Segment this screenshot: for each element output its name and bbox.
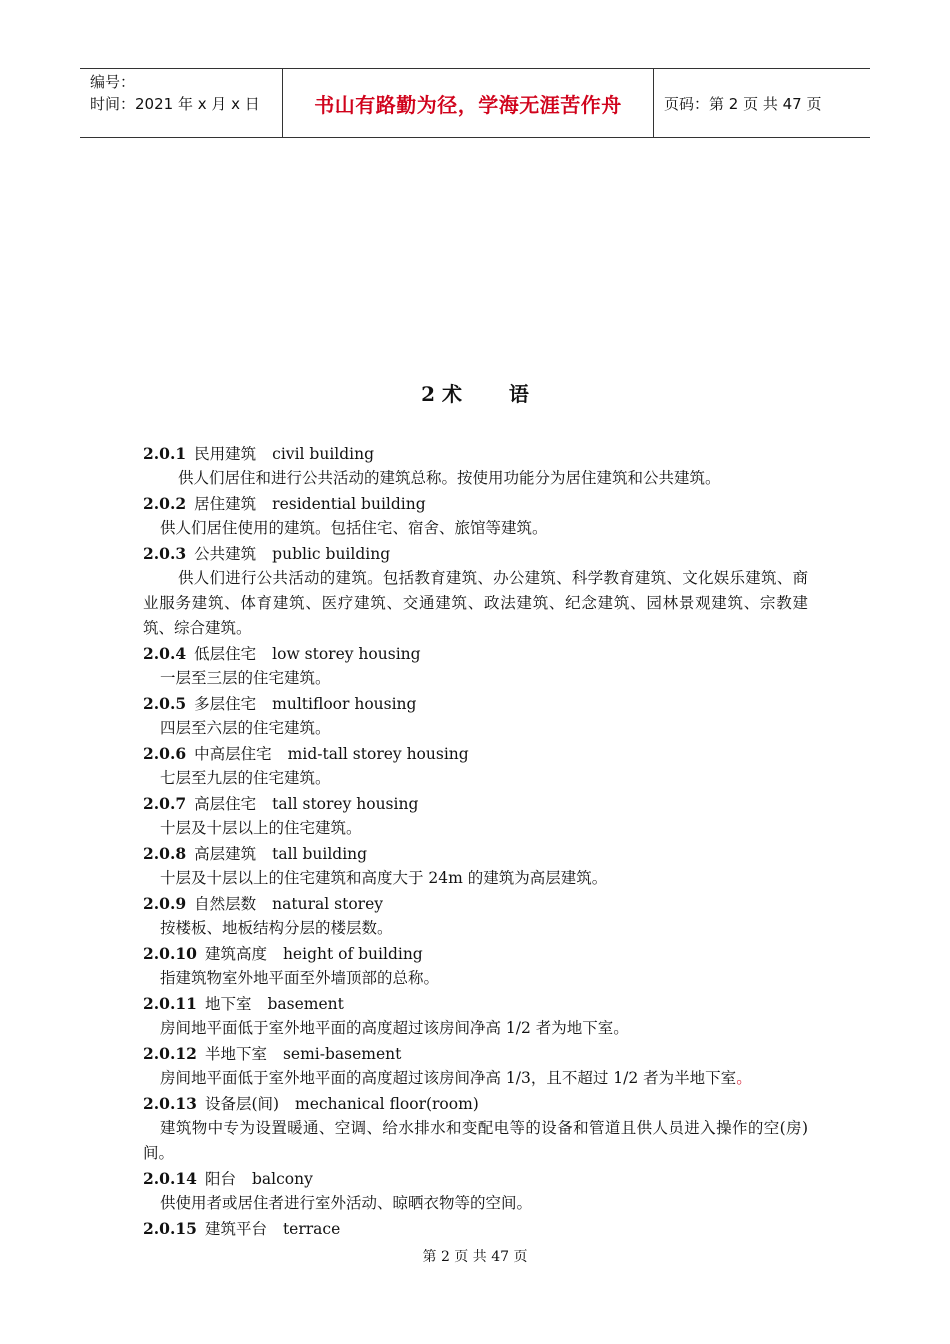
term-en: terrace xyxy=(282,1220,341,1238)
term-zh: 建筑高度 xyxy=(204,945,267,963)
term-zh: 居住建筑 xyxy=(194,495,257,513)
term-number: 2.0.13 xyxy=(143,1094,197,1113)
term-zh: 高层住宅 xyxy=(194,795,257,813)
term-zh: 半地下室 xyxy=(204,1045,267,1063)
doc-number-label: 编号： xyxy=(90,73,136,91)
term-number: 2.0.2 xyxy=(143,494,187,513)
term-number: 2.0.5 xyxy=(143,694,187,713)
term-heading xyxy=(143,741,808,766)
term-heading xyxy=(143,791,808,816)
term-zh: 公共建筑 xyxy=(194,545,257,563)
header-motto-cell xyxy=(282,69,654,137)
term-en: mechanical floor(room) xyxy=(295,1095,479,1113)
term-zh: 设备层(间) xyxy=(204,1095,280,1113)
term-heading xyxy=(143,991,808,1016)
term-en: semi-basement xyxy=(282,1045,402,1063)
term-en: tall storey housing xyxy=(272,795,419,813)
term-number: 2.0.9 xyxy=(143,894,187,913)
term-heading xyxy=(143,691,808,716)
term-number: 2.0.7 xyxy=(143,794,187,813)
term-definition: 房间地平面低于室外地平面的高度超过该房间净高 1/2 者为地下室。 xyxy=(160,1019,629,1037)
term-number: 2.0.15 xyxy=(143,1219,197,1238)
term-zh: 阳台 xyxy=(204,1170,236,1188)
term-heading xyxy=(143,441,808,466)
term-heading xyxy=(143,541,808,566)
term-number: 2.0.4 xyxy=(143,644,187,663)
term-definition: 七层至九层的住宅建筑。 xyxy=(160,769,331,787)
term-number: 2.0.8 xyxy=(143,844,187,863)
term-heading xyxy=(143,841,808,866)
term-heading xyxy=(143,641,808,666)
term-zh: 低层住宅 xyxy=(194,645,257,663)
term-definition: 四层至六层的住宅建筑。 xyxy=(160,719,331,737)
terms-list xyxy=(143,441,808,1241)
term-zh: 建筑平台 xyxy=(204,1220,267,1238)
header-page-info: 页码：第 2 页 共 47 页 xyxy=(664,94,822,113)
term-number: 2.0.14 xyxy=(143,1169,197,1188)
section-title-part1: 术 xyxy=(441,382,462,406)
section-title xyxy=(0,378,950,407)
term-number: 2.0.12 xyxy=(143,1044,197,1063)
term-definition: 十层及十层以上的住宅建筑和高度大于 24m 的建筑为高层建筑。 xyxy=(160,869,608,887)
page-footer: 第 2 页 共 47 页 xyxy=(422,1249,528,1265)
term-definition: 建筑物中专为设置暖通、空调、给水排水和变配电等的设备和管道且供人员进入操作的空(房)间。 xyxy=(143,1119,808,1162)
term-en: mid-tall storey housing xyxy=(287,745,469,763)
term-number: 2.0.10 xyxy=(143,944,197,963)
section-title-part2: 语 xyxy=(508,382,529,406)
term-definition: 指建筑物室外地平面至外墙顶部的总称。 xyxy=(160,969,440,987)
term-definition xyxy=(143,1066,808,1091)
term-en: residential building xyxy=(272,495,426,513)
term-definition: 按楼板、地板结构分层的楼层数。 xyxy=(160,919,393,937)
term-definition: 一层至三层的住宅建筑。 xyxy=(160,669,331,687)
term-en: balcony xyxy=(251,1170,313,1188)
header-meta xyxy=(80,69,282,137)
term-heading xyxy=(143,491,808,516)
term-definition: 供人们居住和进行公共活动的建筑总称。按使用功能分为居住建筑和公共建筑。 xyxy=(178,469,721,487)
header-motto: 书山有路勤为径，学海无涯苦作舟 xyxy=(314,92,622,117)
term-en: basement xyxy=(267,995,344,1013)
term-number: 2.0.11 xyxy=(143,994,197,1013)
term-heading xyxy=(143,941,808,966)
term-zh: 高层建筑 xyxy=(194,845,257,863)
term-en: height of building xyxy=(282,945,423,963)
term-en: public building xyxy=(272,545,391,563)
term-definition-text: 房间地平面低于室外地平面的高度超过该房间净高 1/3，且不超过 1/2 者为半地下室 xyxy=(160,1069,737,1087)
term-en: civil building xyxy=(272,445,375,463)
term-heading xyxy=(143,1216,808,1241)
term-number: 2.0.1 xyxy=(143,444,187,463)
term-en: low storey housing xyxy=(272,645,421,663)
term-definition: 供人们进行公共活动的建筑。包括教育建筑、办公建筑、科学教育建筑、文化娱乐建筑、商业服务建筑、体育建筑、医疗建筑、交通建筑、政法建筑、纪念建筑、园林景观建筑、宗教建筑、综合建筑。 xyxy=(143,569,808,637)
term-heading xyxy=(143,1041,808,1066)
term-definition-end: 。 xyxy=(736,1069,752,1087)
term-number: 2.0.6 xyxy=(143,744,187,763)
section-number: 2 xyxy=(421,382,435,406)
term-zh: 中高层住宅 xyxy=(194,745,272,763)
term-en: tall building xyxy=(272,845,368,863)
page-header xyxy=(80,68,870,138)
term-zh: 自然层数 xyxy=(194,895,257,913)
term-heading xyxy=(143,1166,808,1191)
term-zh: 地下室 xyxy=(204,995,252,1013)
term-en: natural storey xyxy=(272,895,383,913)
term-definition: 供人们居住使用的建筑。包括住宅、宿舍、旅馆等建筑。 xyxy=(160,519,548,537)
term-definition: 十层及十层以上的住宅建筑。 xyxy=(160,819,362,837)
term-heading xyxy=(143,891,808,916)
term-definition: 供使用者或居住者进行室外活动、晾晒衣物等的空间。 xyxy=(160,1194,533,1212)
doc-time-label: 时间：2021 年 x 月 x 日 xyxy=(90,95,260,113)
term-number: 2.0.3 xyxy=(143,544,187,563)
term-zh: 民用建筑 xyxy=(194,445,257,463)
term-zh: 多层住宅 xyxy=(194,695,257,713)
term-heading xyxy=(143,1091,808,1116)
term-en: multifloor housing xyxy=(272,695,417,713)
